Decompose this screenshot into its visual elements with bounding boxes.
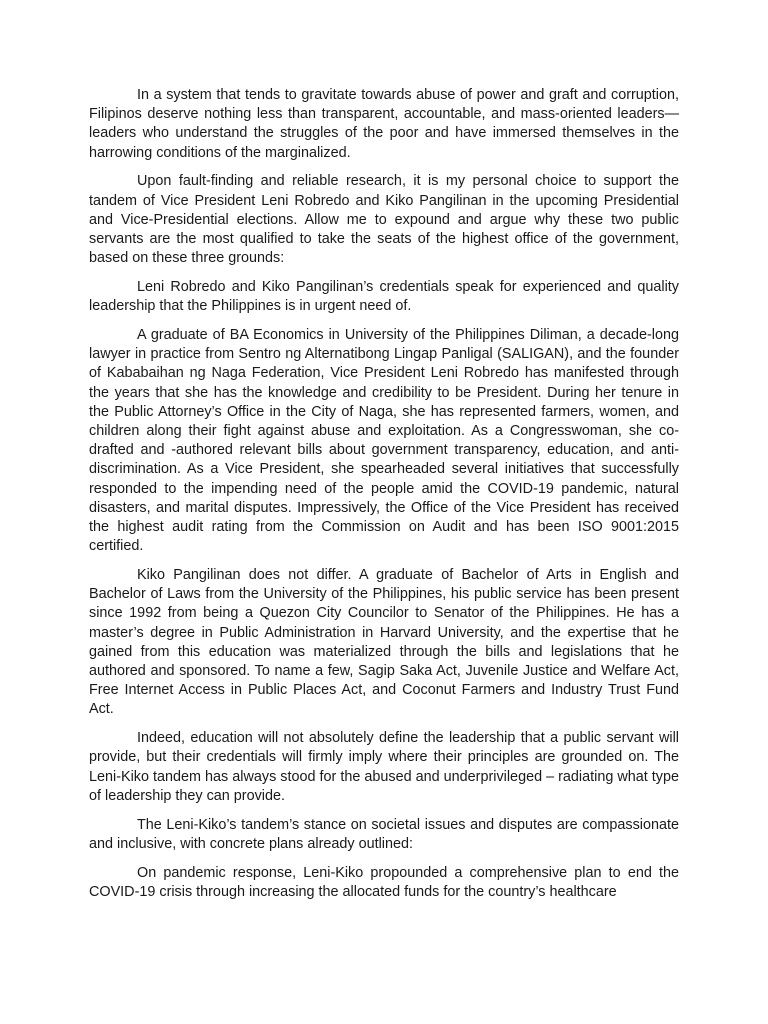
paragraph-education: Indeed, education will not absolutely define the leadership that a public servant will provide, but their credentials will firmly imply where their principles are grounded on. The Leni-Kiko tandem has always stood for the abused and underprivileged – radiating what type of leadership they can provide. [89, 730, 679, 804]
paragraph-pangilinan: Kiko Pangilinan does not differ. A graduate of Bachelor of Arts in English and Bachelor of Laws from the University of the Philippines, his public service has been present since 1992 from being a Quezon City Councilor to Senator of the Philippines. He has a master’s degree in Public Administration in Harvard University, and the expertise that he gained from this education was materialized through the bills and legislations that he authored and sponsored. To name a few, Sagip Saka Act, Juvenile Justice and Welfare Act, Free Internet Access in Public Places Act, and Coconut Farmers and Industry Trust Fund Act. [89, 567, 679, 718]
paragraph-support: Upon fault-finding and reliable research, it is my personal choice to support the tandem of Vice President Leni Robredo and Kiko Pangilinan in the upcoming Presidential and Vice-Presidential elections. Allow me to expound and argue why these two public servants are the most qualified to take the seats of the highest office of the government, based on these three grounds: [89, 173, 679, 267]
paragraph-credentials: Leni Robredo and Kiko Pangilinan’s credentials speak for experienced and quality leadership that the Philippines is in urgent need of. [89, 279, 679, 315]
paragraph-intro: In a system that tends to gravitate towards abuse of power and graft and corruption, Filipinos deserve nothing less than transparent, accountable, and mass-oriented leaders—leaders who understand the struggles of the poor and have immersed themselves in the harrowing conditions of the marginalized. [89, 87, 679, 161]
document-page [89, 86, 679, 902]
paragraph-robredo: A graduate of BA Economics in University of the Philippines Diliman, a decade-long lawyer in practice from Sentro ng Alternatibong Lingap Panligal (SALIGAN), and the founder of Kababaihan ng Naga Federation, Vice President Leni Robredo has manifested through the years that she has the knowledge and credibility to be President. During her tenure in the Public Attorney’s Office in the City of Naga, she has represented farmers, women, and children along their fight against abuse and exploitation. As a Congresswoman, she co-drafted and -authored relevant bills about government transparency, education, and anti-discrimination. As a Vice President, she spearheaded several initiatives that successfully responded to the impending need of the people amid the COVID-19 pandemic, natural disasters, and marital disputes. Impressively, the Office of the Vice President has received the highest audit rating from the Commission on Audit and has been ISO 9001:2015 certified. [89, 327, 679, 555]
paragraph-pandemic: On pandemic response, Leni-Kiko propounded a comprehensive plan to end the COVID-19 crisis through increasing the allocated funds for the country’s healthcare [89, 864, 679, 900]
paragraph-stance: The Leni-Kiko’s tandem’s stance on societal issues and disputes are compassionate and inclusive, with concrete plans already outlined: [89, 816, 679, 852]
